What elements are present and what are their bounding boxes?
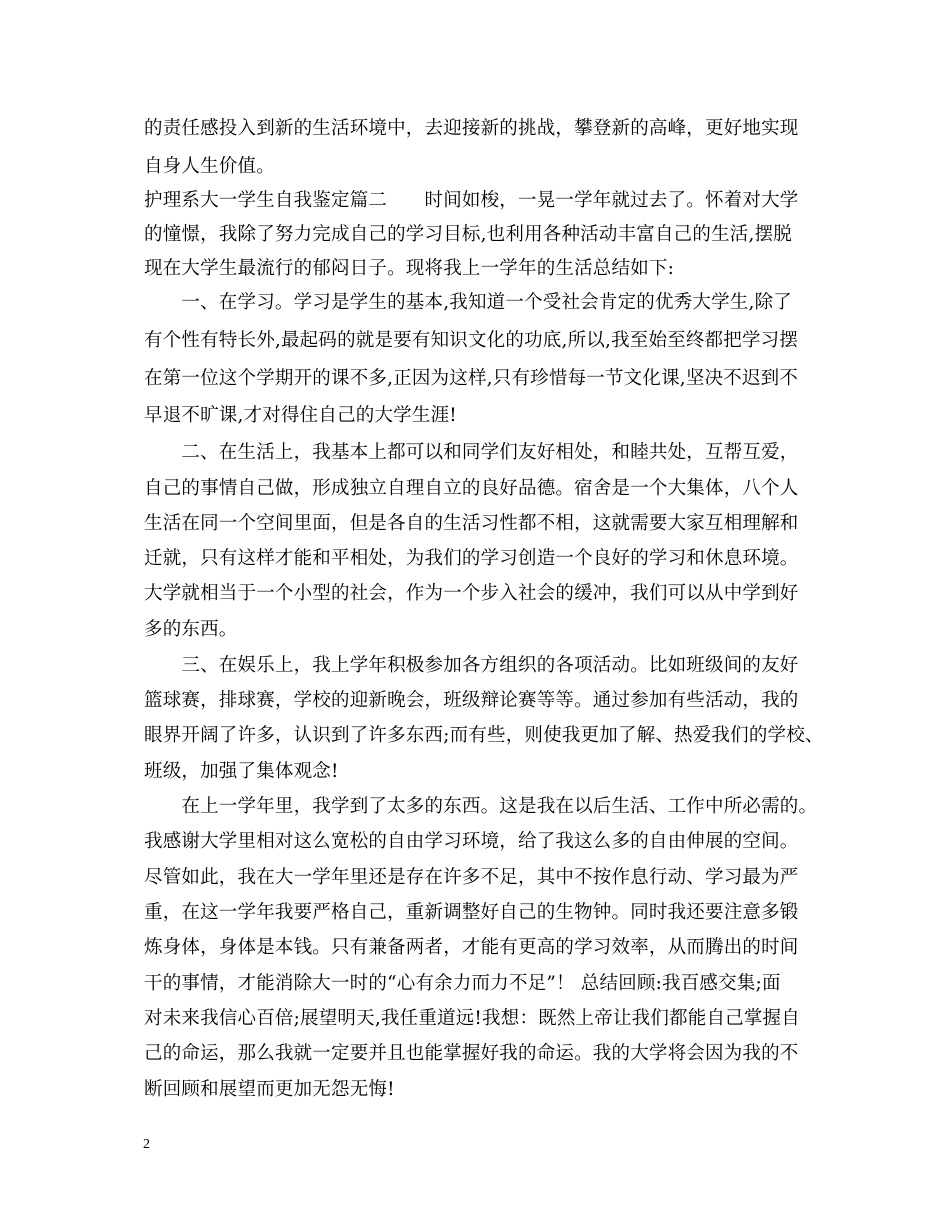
text-line: 二、在生活上，我基本上都可以和同学们友好相处，和睦共处，互帮互爱， — [144, 442, 799, 463]
text-line: 大学就相当于一个小型的社会，作为一个步入社会的缓冲，我们可以从中学到好 — [144, 583, 799, 604]
text-line: 篮球赛，排球赛，学校的迎新晚会，班级辩论赛等等。通过参加有些活动，我的 — [144, 690, 799, 711]
text-line: 重，在这一学年我要严格自己，重新调整好自己的生物钟。同时我还要注意多锻 — [144, 902, 799, 923]
text-line: 有个性有特长外,最起码的就是要有知识文化的功底,所以,我至始至终都把学习摆 — [144, 330, 799, 351]
text-line: 在上一学年里，我学到了太多的东西。这是我在以后生活、工作中所必需的。 — [144, 796, 818, 817]
text-line: 尽管如此，我在大一学年里还是存在许多不足，其中不按作息行动、学习最为严 — [144, 867, 799, 888]
text-line: 我感谢大学里相对这么宽松的自由学习环境，给了我这么多的自由伸展的空间。 — [144, 831, 799, 852]
text-line: 早退不旷课,才对得住自己的大学生涯! — [144, 405, 457, 426]
text-line: 一、在学习。学习是学生的基本,我知道一个受社会肯定的优秀大学生,除了 — [144, 292, 792, 313]
text-line: 现在大学生最流行的郁闷日子。现将我上一学年的生活总结如下: — [144, 258, 675, 279]
page-number: 2 — [143, 1137, 150, 1152]
text-line: 干的事情，才能消除大一时的“心有余力而力不足”！ 总结回顾:我百感交集;面 — [144, 973, 781, 994]
text-line: 己的命运，那么我就一定要并且也能掌握好我的命运。我的大学将会因为我的不 — [144, 1043, 799, 1064]
text-line: 的憧憬，我除了努力完成自己的学习目标,也利用各种活动丰富自己的生活,摆脱 — [144, 224, 792, 245]
text-line: 断回顾和展望而更加无怨无悔! — [144, 1079, 395, 1100]
text-line: 护理系大一学生自我鉴定篇二 时间如梭，一晃一学年就过去了。怀着对大学 — [144, 190, 799, 211]
text-line: 对未来我信心百倍;展望明天,我任重道远!我想：既然上帝让我们都能自己掌握自 — [144, 1008, 800, 1029]
text-line: 眼界开阔了许多，认识到了许多东西;而有些，则使我更加了解、热爱我们的学校、 — [144, 725, 824, 746]
text-line: 多的东西。 — [144, 619, 238, 640]
text-line: 三、在娱乐上，我上学年积极参加各方组织的各项活动。比如班级间的友好 — [144, 655, 799, 676]
text-line: 生活在同一个空间里面，但是各自的生活习性都不相，这就需要大家互相理解和 — [144, 513, 799, 534]
text-line: 炼身体，身体是本钱。只有兼备两者，才能有更高的学习效率，从而腾出的时间 — [144, 937, 799, 958]
text-line: 迁就，只有这样才能和平相处，为我们的学习创造一个良好的学习和休息环境。 — [144, 548, 799, 569]
text-line: 自己的事情自己做，形成独立自理自立的良好品德。宿舍是一个大集体，八个人 — [144, 478, 799, 499]
text-line: 班级，加强了集体观念! — [144, 761, 339, 782]
text-line: 的责任感投入到新的生活环境中，去迎接新的挑战，攀登新的高峰，更好地实现 — [144, 118, 799, 139]
text-line: 在第一位这个学期开的课不多,正因为这样,只有珍惜每一节文化课,坚决不迟到不 — [144, 368, 799, 389]
text-line: 自身人生价值。 — [144, 156, 275, 177]
